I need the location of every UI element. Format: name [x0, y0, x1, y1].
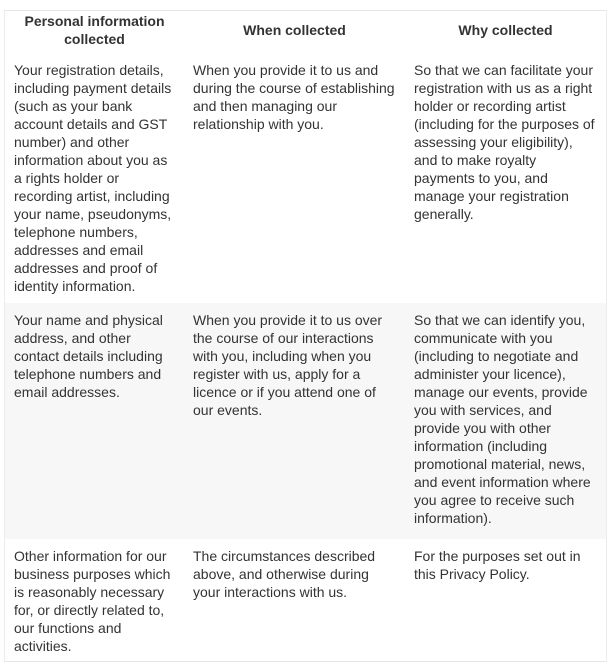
table-row	[5, 303, 606, 539]
table-row	[5, 539, 606, 661]
cell-when-collected: When you provide it to us over the course of our interactions with you, including when you register with us, apply for a licence or if you attend one of our events.	[184, 303, 405, 539]
cell-personal-information: Your registration details, including payment details (such as your bank account details and GST number) and other information about you as a rights holder or recording artist, including your name, pseudonyms, telephone numbers, addresses and email addresses and proof of identity information.	[14, 62, 172, 294]
cell-when-collected: When you provide it to us and during the course of establishing and then managing our relationship with you.	[193, 62, 395, 132]
cell-personal-information: Other information for our business purposes which is reasonably necessary for, or directly related to, our functions and activities.	[14, 548, 171, 654]
cell-when-collected: The circumstances described above, and otherwise during your interactions with us.	[193, 548, 376, 600]
cell-personal-information: Your name and physical address, and other contact details including telephone numbers and email addresses.	[5, 303, 184, 539]
cell-why-collected: So that we can facilitate your registration with us as a right holder or recording artist (including for the purposes of assessing your eligibility), and to make royalty payments to you, and manage your registration generally.	[414, 62, 595, 222]
cell-why-collected: For the purposes set out in this Privacy Policy.	[414, 548, 581, 582]
privacy-table	[5, 11, 606, 661]
header-row	[5, 11, 606, 53]
header-personal-information: Personal information collected	[24, 13, 165, 47]
header-when-collected: When collected	[243, 22, 346, 38]
privacy-info-table	[4, 10, 607, 662]
table-row	[5, 53, 606, 303]
table-header	[5, 11, 606, 53]
cell-why-collected: So that we can identify you, communicate with you (including to negotiate and administer your licence), manage our events, provide you with services, and provide you with other information (including promotional material, news, and event information where you agree to receive such information).	[405, 303, 606, 539]
table-body	[5, 53, 606, 661]
header-why-collected: Why collected	[458, 22, 553, 38]
